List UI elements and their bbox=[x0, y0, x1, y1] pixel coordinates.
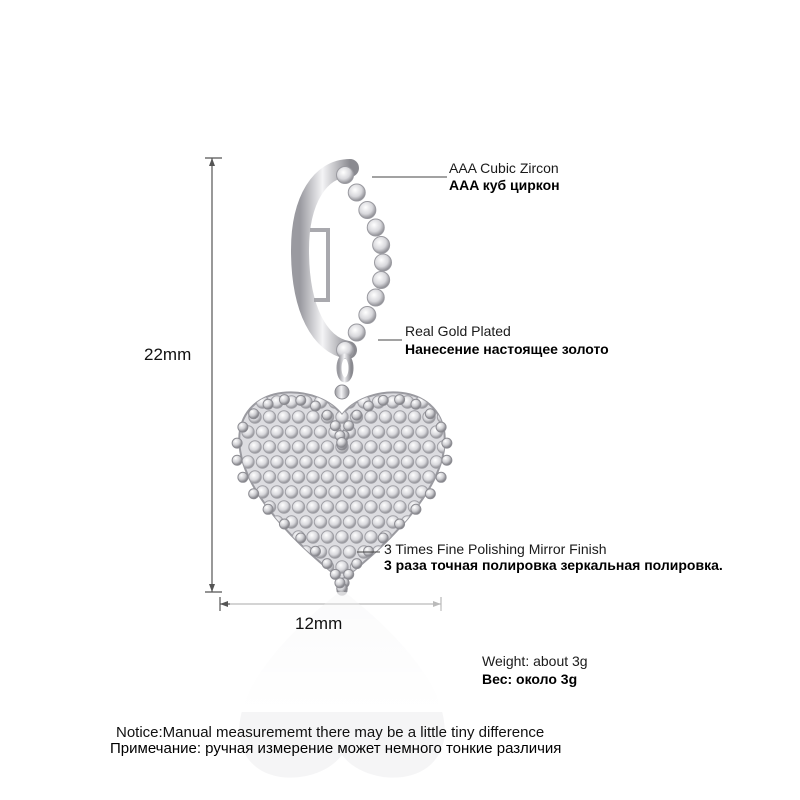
heart-stone bbox=[321, 531, 333, 543]
callout-polish-ru: 3 раза точная полировка зеркальная полировка. bbox=[384, 557, 723, 573]
heart-stone bbox=[372, 456, 384, 468]
heart-stone bbox=[263, 441, 275, 453]
heart-rim-bead bbox=[378, 395, 388, 405]
heart-stone bbox=[343, 546, 355, 558]
heart-stone bbox=[350, 501, 362, 513]
heart-rim-bead bbox=[395, 519, 405, 529]
heart-stone bbox=[350, 531, 362, 543]
notice-ru: Примечание: ручная измерение может немного тонкие различия bbox=[110, 740, 562, 757]
heart-stone bbox=[394, 411, 406, 423]
heart-stone bbox=[430, 516, 442, 528]
heart-stone bbox=[307, 501, 319, 513]
heart-stone bbox=[336, 501, 348, 513]
heart-stone bbox=[329, 486, 341, 498]
hoop-stone bbox=[367, 289, 384, 306]
heart-rim-bead bbox=[411, 399, 421, 409]
heart-stone bbox=[379, 441, 391, 453]
heart-stone bbox=[423, 441, 435, 453]
heart-stone bbox=[249, 561, 261, 573]
heart-stone bbox=[300, 456, 312, 468]
weight-ru: Вес: около 3g bbox=[482, 671, 578, 687]
heart-stone bbox=[256, 426, 268, 438]
heart-rim-bead bbox=[436, 472, 446, 482]
heart-stone bbox=[292, 441, 304, 453]
weight-en: Weight: about 3g bbox=[482, 653, 588, 669]
heart-stone bbox=[256, 546, 268, 558]
heart-stone bbox=[321, 501, 333, 513]
heart-stone bbox=[300, 516, 312, 528]
heart-rim-bead bbox=[296, 395, 306, 405]
heart-rim-bead bbox=[238, 472, 248, 482]
heart-rim-bead bbox=[330, 569, 340, 579]
heart-stone bbox=[365, 441, 377, 453]
heart-stone bbox=[278, 441, 290, 453]
heart-rim-bead bbox=[263, 399, 273, 409]
hoop-stone bbox=[373, 237, 390, 254]
heart-stone bbox=[358, 426, 370, 438]
heart-stone bbox=[314, 456, 326, 468]
heart-rim-bead bbox=[395, 395, 405, 405]
heart-stone bbox=[343, 486, 355, 498]
heart-stone bbox=[350, 471, 362, 483]
heart-rim-bead bbox=[411, 504, 421, 514]
heart-rim-bead bbox=[322, 410, 332, 420]
heart-stone bbox=[249, 501, 261, 513]
heart-stone bbox=[249, 441, 261, 453]
heart-stone bbox=[372, 426, 384, 438]
heart-rim-bead bbox=[238, 422, 248, 432]
heart-rim-bead bbox=[310, 401, 320, 411]
heart-stone bbox=[379, 411, 391, 423]
heart-stone bbox=[329, 546, 341, 558]
heart-rim-bead bbox=[425, 409, 435, 419]
hoop-stone bbox=[348, 324, 365, 341]
heart-rim-bead bbox=[364, 546, 374, 556]
callout-zircon-en: AAA Cubic Zircon bbox=[449, 160, 559, 176]
heart-stone bbox=[365, 531, 377, 543]
heart-rim-bead bbox=[352, 559, 362, 569]
heart-stone bbox=[242, 516, 254, 528]
heart-stone bbox=[379, 501, 391, 513]
heart-stone bbox=[271, 456, 283, 468]
heart-stone bbox=[307, 531, 319, 543]
heart-stone bbox=[423, 501, 435, 513]
heart-stone bbox=[358, 456, 370, 468]
bail bbox=[335, 356, 351, 399]
heart-rim-bead bbox=[364, 401, 374, 411]
heart-stone bbox=[365, 501, 377, 513]
reflection-fade bbox=[230, 592, 460, 712]
heart-stone bbox=[416, 516, 428, 528]
heart-stone bbox=[285, 486, 297, 498]
heart-stone bbox=[256, 456, 268, 468]
heart-stone bbox=[285, 426, 297, 438]
heart-rim-bead bbox=[296, 533, 306, 543]
heart-rim-bead bbox=[322, 559, 332, 569]
hoop-stone bbox=[359, 202, 376, 219]
heart-stone bbox=[314, 486, 326, 498]
heart-stone bbox=[365, 471, 377, 483]
callout-gold-ru: Нанесение настоящее золото bbox=[405, 341, 609, 357]
notice-en: Notice:Manual measurememt there may be a little tiny difference bbox=[116, 724, 545, 741]
heart-stone bbox=[387, 486, 399, 498]
heart-stone bbox=[321, 441, 333, 453]
heart-stone bbox=[401, 456, 413, 468]
heart-stone bbox=[336, 471, 348, 483]
heart-stone bbox=[242, 546, 254, 558]
heart-stone bbox=[430, 456, 442, 468]
heart-stone bbox=[263, 411, 275, 423]
height-label: 22mm bbox=[144, 345, 192, 364]
heart-rim-bead bbox=[279, 519, 289, 529]
heart-stone bbox=[292, 561, 304, 573]
callout-zircon-ru: AAA куб циркон bbox=[449, 177, 560, 193]
heart-stone bbox=[321, 471, 333, 483]
heart-rim-bead bbox=[249, 409, 259, 419]
heart-stone bbox=[372, 486, 384, 498]
heart-stone bbox=[401, 426, 413, 438]
heart-stone bbox=[394, 441, 406, 453]
heart-stone bbox=[408, 471, 420, 483]
heart-rim-bead bbox=[442, 455, 452, 465]
hoop-stone bbox=[359, 307, 376, 324]
heart-stone bbox=[379, 471, 391, 483]
heart-stone bbox=[300, 426, 312, 438]
hoop-stone bbox=[367, 219, 384, 236]
heart-stone bbox=[365, 561, 377, 573]
heart-stone bbox=[365, 411, 377, 423]
heart-stone bbox=[343, 516, 355, 528]
heart-rim-bead bbox=[263, 504, 273, 514]
heart-stone bbox=[285, 546, 297, 558]
heart-stone bbox=[387, 426, 399, 438]
hoop-stone bbox=[373, 272, 390, 289]
heart-stone bbox=[292, 501, 304, 513]
heart-stone bbox=[336, 531, 348, 543]
heart-stone bbox=[307, 561, 319, 573]
heart-stone bbox=[278, 411, 290, 423]
heart-stone bbox=[416, 456, 428, 468]
heart-stone bbox=[401, 486, 413, 498]
heart-stone bbox=[387, 456, 399, 468]
heart-rim-bead bbox=[436, 422, 446, 432]
heart-rim-bead bbox=[442, 438, 452, 448]
hoop bbox=[300, 167, 392, 359]
heart-stone bbox=[314, 426, 326, 438]
heart-stone bbox=[437, 501, 449, 513]
heart-rim-bead bbox=[232, 438, 242, 448]
width-label: 12mm bbox=[295, 614, 343, 633]
heart-stone bbox=[256, 516, 268, 528]
heart-rim-bead bbox=[425, 489, 435, 499]
heart-stone bbox=[350, 441, 362, 453]
heart-stone bbox=[300, 486, 312, 498]
heart-stone bbox=[437, 411, 449, 423]
heart-stone bbox=[408, 411, 420, 423]
callout-polish-en: 3 Times Fine Polishing Mirror Finish bbox=[384, 541, 607, 557]
hoop-stone bbox=[348, 184, 365, 201]
heart-stone bbox=[329, 456, 341, 468]
heart-stone bbox=[372, 516, 384, 528]
heart-stone bbox=[408, 441, 420, 453]
heart-rim-bead bbox=[330, 421, 340, 431]
heart-stone bbox=[271, 426, 283, 438]
heart-rim-bead bbox=[310, 546, 320, 556]
heart-stone bbox=[307, 471, 319, 483]
heart-rim-bead bbox=[337, 438, 347, 448]
heart-stone bbox=[278, 501, 290, 513]
heart-stone bbox=[292, 411, 304, 423]
height-dimension-line bbox=[205, 158, 222, 592]
heart-rim-bead bbox=[352, 410, 362, 420]
hoop-stone bbox=[337, 167, 354, 184]
heart-rim-bead bbox=[279, 395, 289, 405]
heart-stone bbox=[271, 546, 283, 558]
heart-stone bbox=[278, 561, 290, 573]
heart-stone bbox=[329, 516, 341, 528]
heart-stone bbox=[278, 471, 290, 483]
heart-stone bbox=[307, 411, 319, 423]
heart-stone bbox=[343, 456, 355, 468]
heart-stone bbox=[285, 456, 297, 468]
heart-stone bbox=[416, 426, 428, 438]
heart-stone bbox=[314, 516, 326, 528]
heart-rim-bead bbox=[232, 455, 242, 465]
heart-stone bbox=[394, 501, 406, 513]
heart-rim-bead bbox=[249, 489, 259, 499]
heart-stone bbox=[292, 471, 304, 483]
heart-stone bbox=[263, 531, 275, 543]
heart-stone bbox=[358, 516, 370, 528]
hoop-stone bbox=[375, 254, 392, 271]
heart-stone bbox=[263, 561, 275, 573]
heart-stone bbox=[358, 486, 370, 498]
heart-stone bbox=[307, 441, 319, 453]
heart-stone bbox=[394, 471, 406, 483]
hoop-stone-row bbox=[337, 167, 392, 359]
heart-stone bbox=[263, 471, 275, 483]
heart-stone bbox=[249, 531, 261, 543]
callout-gold-en: Real Gold Plated bbox=[405, 323, 511, 339]
heart-rim-bead bbox=[344, 421, 354, 431]
heart-stone bbox=[271, 486, 283, 498]
